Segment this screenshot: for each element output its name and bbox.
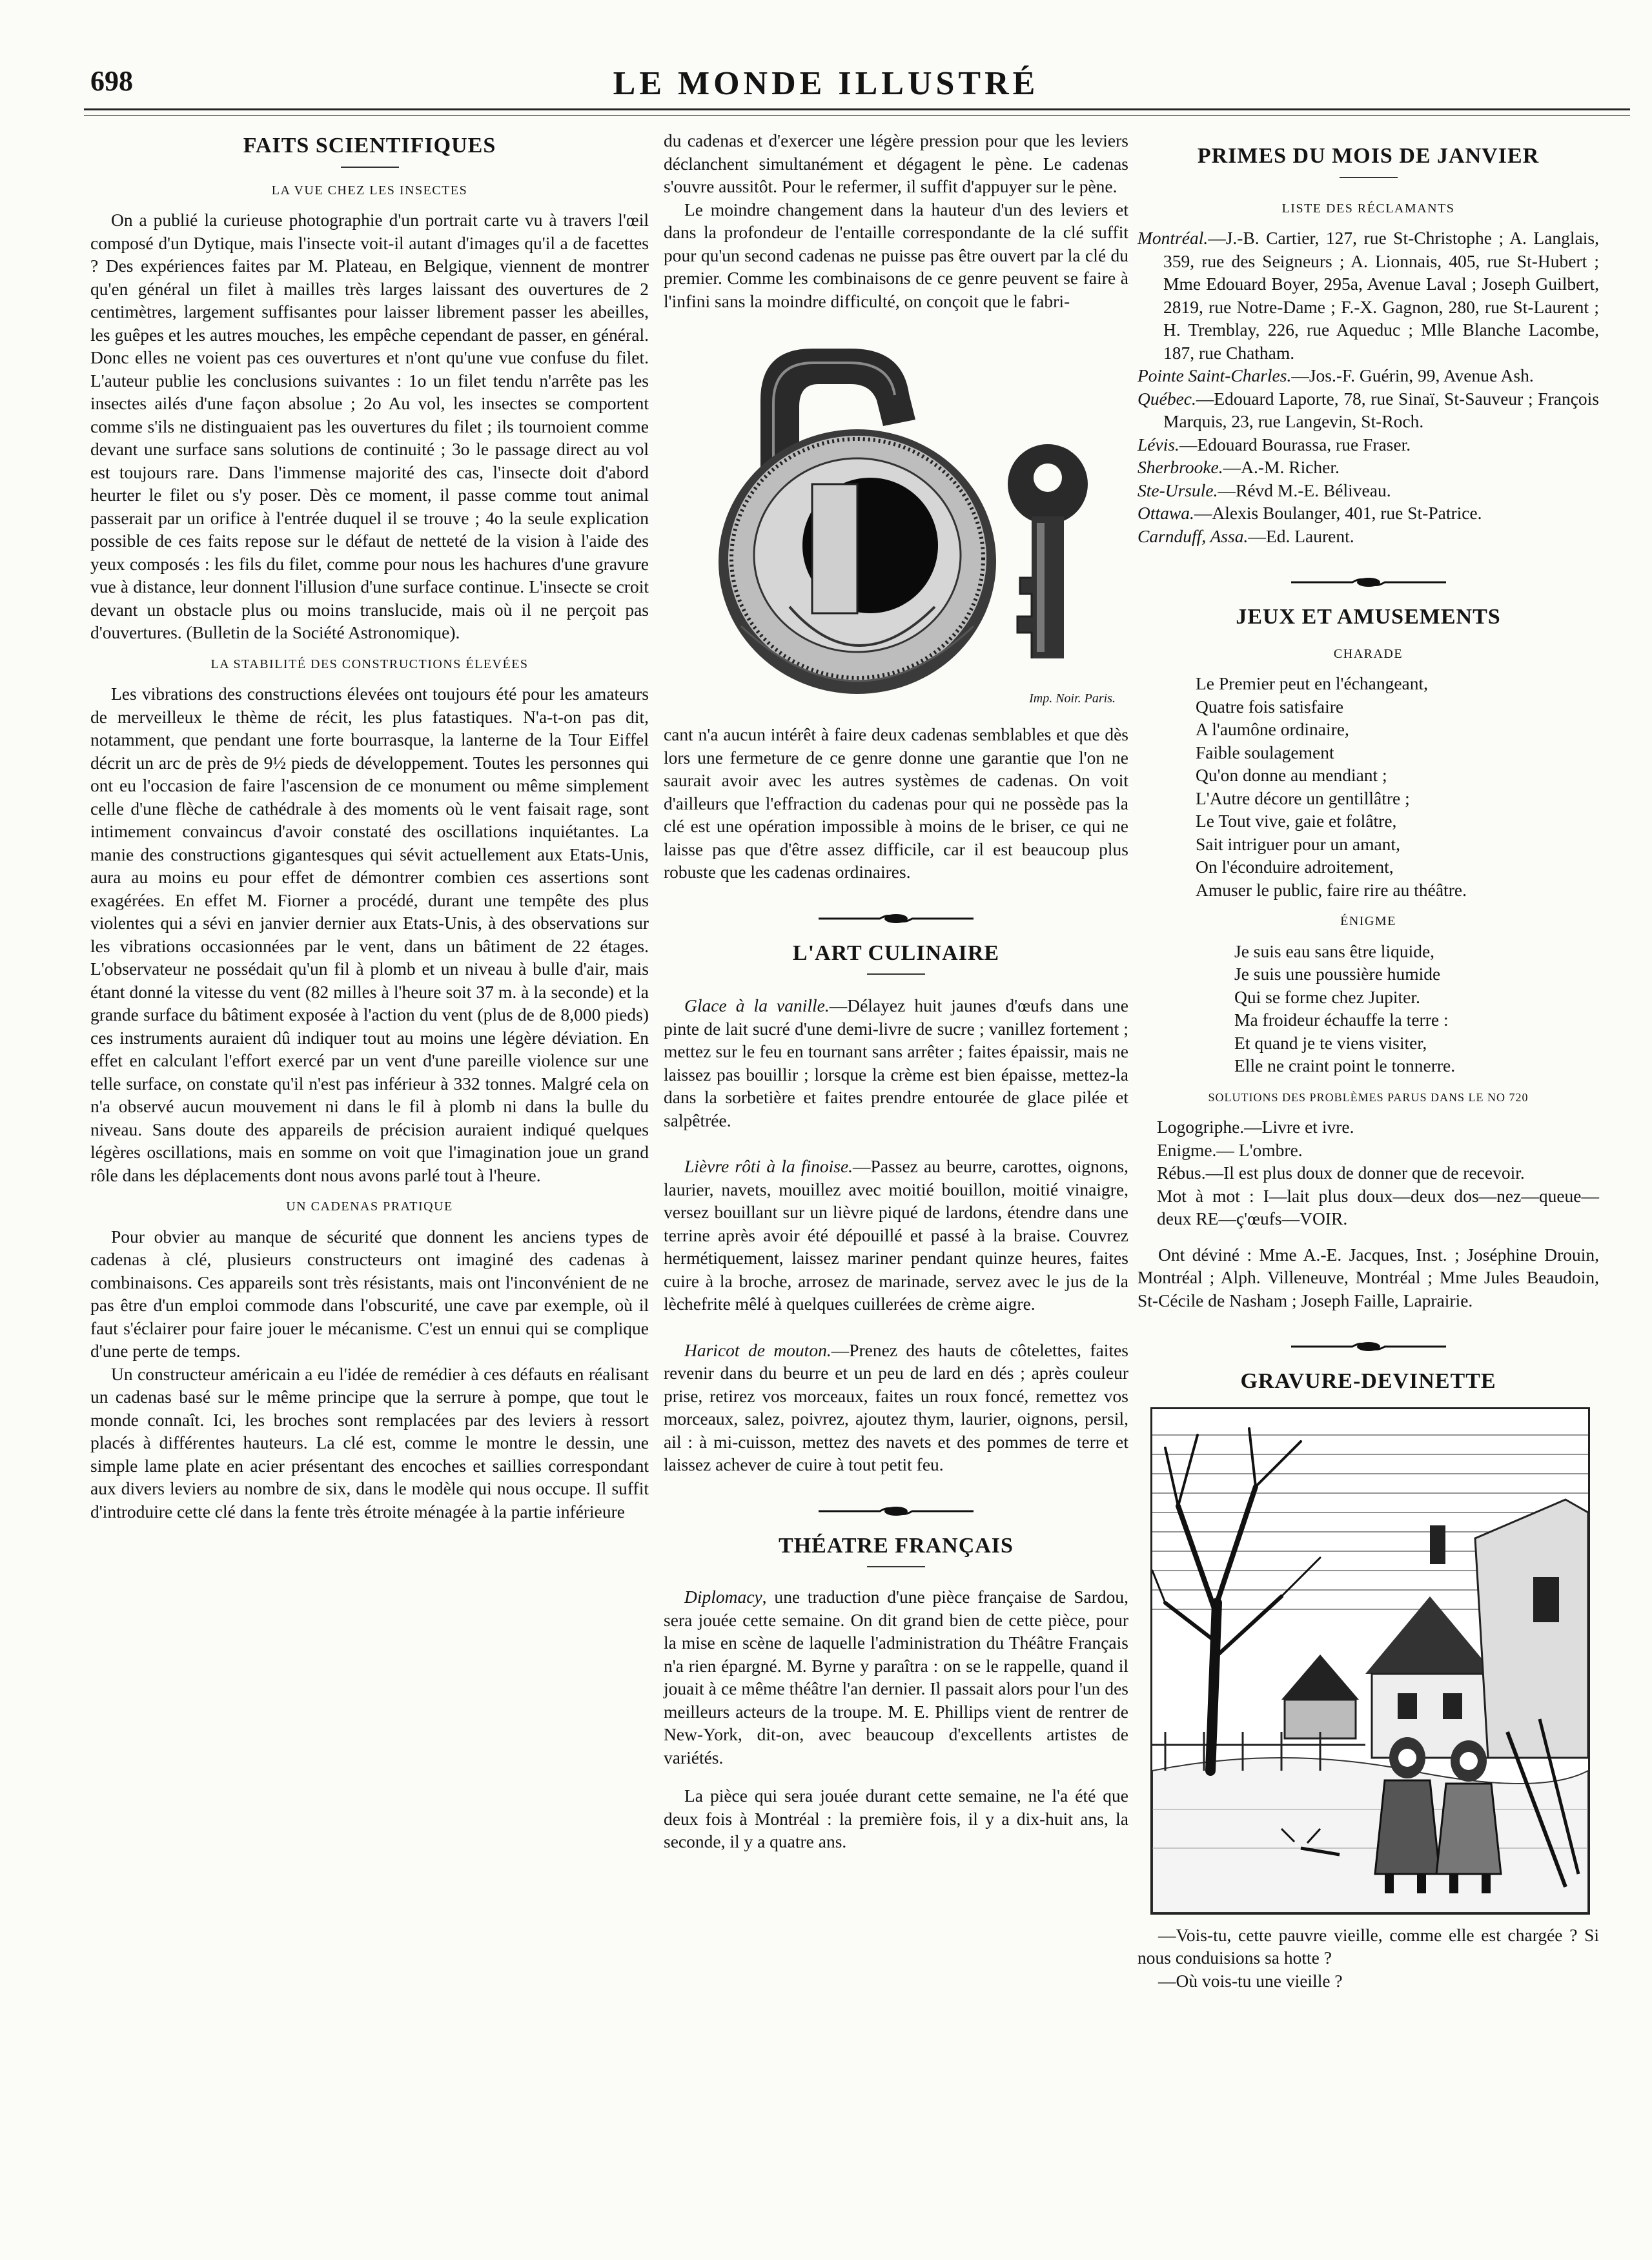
- charade-poem: [1196, 672, 1599, 901]
- charade-line: On l'éconduire adroitement,: [1196, 857, 1394, 877]
- section-ornament: [1137, 572, 1599, 586]
- article-cadenas-p2: Un constructeur américain a eu l'idée de remédier à ces défauts en réalisant un cadenas basé sur le même principe que la serrure à pompe, que tout le monde connaît. Ici, les broches sont remplacées par des leviers à ressort placés à différentes hauteurs. La clé est, comme le montre le dessin, une simple lame plate en acier présentant des encoches et saillies correspondant aux divers leviers au nombre de six, dans le modèle qui nous occupe. Il suffit d'introduire cette clé dans la fente très étroite ménagée à la partie inférieure: [90, 1363, 649, 1522]
- gravure-caption-1: —Vois-tu, cette pauvre vieille, comme elle est chargée ? Si nous conduisions sa hotte ?: [1137, 1924, 1599, 1968]
- recipe-haricot: [664, 1339, 1128, 1476]
- section-title-art-culinaire: L'ART CULINAIRE: [792, 941, 1000, 965]
- section-ornament: [664, 1501, 1128, 1515]
- header-rule: [84, 108, 1630, 110]
- enigme-line: Qui se forme chez Jupiter.: [1234, 986, 1420, 1007]
- subhead-stabilite: LA STABILITÉ DES CONSTRUCTIONS ÉLEVÉES: [210, 657, 529, 671]
- header-rule-thin: [84, 115, 1630, 116]
- claimant-names: —Alexis Boulanger, 401, rue St-Patrice.: [1194, 503, 1482, 523]
- charade-line: Le Tout vive, gaie et folâtre,: [1196, 811, 1397, 831]
- section-title-faits: FAITS SCIENTIFIQUES: [243, 134, 496, 158]
- column-2: [664, 129, 1128, 1853]
- title-underline: [867, 1566, 925, 1567]
- claimants-list: [1137, 227, 1599, 547]
- claimant-names: —Révd M.-E. Béliveau.: [1218, 480, 1391, 500]
- claimant-entry: [1137, 387, 1599, 433]
- recipe-glace: [664, 994, 1128, 1132]
- theatre-text-1: , une traduction d'une pièce française de Sardou, sera jouée cette semaine. On dit grand bien de cette pièce, pour la mise en scène de laquelle l'administration du Théâtre Français n'a rien épargné. M. Byrne y paraîtra : on se le rappelle, quand il jouait à ce même théâtre l'an dernier. Il passait alors pour l'un des meilleurs acteurs de la troupe. M. E. Phillips vient de rentrer de New-York, dit-on, avec beaucoup d'excellents artistes de variétés.: [664, 1587, 1128, 1767]
- theatre-paragraph-1: [664, 1585, 1128, 1769]
- claimant-names: —Ed. Laurent.: [1248, 525, 1354, 546]
- section-title-primes: PRIMES DU MOIS DE JANVIER: [1197, 144, 1540, 168]
- article-cadenas-p1: Pour obvier au manque de sécurité que donnent les anciens types de cadenas à clé, plusieurs constructeurs ont imaginé des cadenas à combinaisons. Ces appareils sont très résistants, mais ont l'inconvénient de ne pas être d'un emploi commode dans l'obscurité, une cave par exemple, où il faut s'éclairer pour faire jouer le mécanisme. C'est un ennui qui se complique d'une perte de temps.: [90, 1226, 649, 1361]
- section-title-jeux: JEUX ET AMUSEMENTS: [1236, 605, 1501, 629]
- subhead-liste: LISTE DES RÉCLAMANTS: [1281, 201, 1455, 216]
- claimant-names: —Jos.-F. Guérin, 99, Avenue Ash.: [1291, 365, 1534, 385]
- charade-line: Sait intriguer pour un amant,: [1196, 833, 1400, 854]
- enigme-line: Je suis une poussière humide: [1234, 964, 1441, 984]
- theatre-paragraph-2: La pièce qui sera jouée durant cette semaine, ne l'a été que deux fois à Montréal : la première fois, il y a dix-huit ans, la seconde, il y a quatre ans.: [664, 1786, 1128, 1851]
- article-vue-insectes: On a publié la curieuse photographie d'un portrait carte vu à travers l'œil composé d'un Dytique, mais l'insecte voit-il autant d'images qu'il a de facettes ? Des expériences faites par M. Plateau, en Belgique, viennent de montrer qu'en général un filet à mailles très larges laissant des ouvertures de 2 centimètres, largement suffisantes pour laisser librement passer les abeilles, les guêpes et les autres mouches, les empêche cependant de passer, en général. Donc elles ne voient pas ces ouvertures et n'ont qu'une vue confuse du filet. L'auteur publie les conclusions suivantes : 1o un filet tendu n'arrête pas les insectes ailés d'une façon absolue ; 2o Au vol, les insectes se comportent comme s'ils ne distinguaient pas les ouvertures du filet ; ils tournoient comme devant une surface sans solutions de continuité ; 3o le passage direct au vol est toujours rare. Dans l'immense majorité des cas, l'insecte doit d'abord heurter le filet ou s'y poser. Dès ce moment, il passe comme tout animal passerait par un orifice à l'entrée duquel il se trouve ; 4o la seule explication possible de ces faits repose sur le défaut de netteté de la vision à l'aide des yeux composés : les fils du filet, comme pour nous les hachures d'une gravure vue à distance, leur donnent l'illusion d'une surface continue. L'insecte se croit devant un obstacle plus ou moins translucide, mais où il ne perçoit pas d'ouvertures. (Bulletin de la Société Astronomique).: [90, 210, 649, 642]
- recipe-lievre-title: Lièvre rôti à la finoise.: [684, 1156, 853, 1176]
- masthead-title: LE MONDE ILLUSTRÉ: [613, 65, 1039, 102]
- recipe-glace-text: —Délayez huit jaunes d'œufs dans une pinte de lait sucré d'une demi-livre de sucre ; vanillez fortement ; mettez sur le feu en tournant sans arrêter ; faites épaissir, mais ne laissez pas bouillir ; lorsque la crème est bien épaisse, mettez-la dans la sorbetière et faites prendre entourée de glace pilée et salpêtrée.: [664, 995, 1128, 1130]
- column-3: [1137, 129, 1599, 1992]
- claimant-city: Ste-Ursule.: [1137, 480, 1218, 500]
- charade-line: Le Premier peut en l'échangeant,: [1196, 673, 1428, 693]
- claimant-entry: [1137, 525, 1599, 548]
- claimant-city: Montréal.: [1137, 228, 1208, 248]
- claimant-names: —Edouard Bourassa, rue Fraser.: [1179, 434, 1411, 454]
- subhead-vue: LA VUE CHEZ LES INSECTES: [271, 183, 468, 198]
- section-title-theatre: THÉATRE FRANÇAIS: [779, 1533, 1014, 1558]
- padlock-and-key-drawing: [664, 323, 1128, 717]
- enigme-line: Et quand je te viens visiter,: [1234, 1032, 1427, 1053]
- charade-line: A l'aumône ordinaire,: [1196, 719, 1349, 739]
- enigme-line: Ma froideur échauffe la terre :: [1234, 1010, 1449, 1030]
- title-underline: [1340, 177, 1398, 178]
- solution-line: Rébus.—Il est plus doux de donner que de recevoir.: [1157, 1163, 1525, 1183]
- claimant-city: Québec.: [1137, 388, 1196, 409]
- charade-line: Faible soulagement: [1196, 742, 1334, 762]
- cadenas-continuation-2: Le moindre changement dans la hauteur d'un des leviers et dans la profondeur de l'entaille correspondante de la clé suffit pour qu'un second cadenas ne puisse pas être ouvert par la clé du premier. Comme les combinaisons de ce genre peuvent se faire à l'infini sans la moindre difficulté, on conçoit que le fabri-: [664, 199, 1128, 311]
- solutions-list: [1157, 1115, 1599, 1230]
- claimant-entry: [1137, 456, 1599, 479]
- cadenas-continuation-1: du cadenas et d'exercer une légère pression pour que les leviers déclanchent simultanément et dégagent le pène. Le cadenas s'ouvre aussitôt. Pour le refermer, il suffit d'appuyer sur le pène.: [664, 130, 1128, 196]
- enigme-poem: [1234, 940, 1599, 1077]
- subhead-solutions: SOLUTIONS DES PROBLÈMES PARUS DANS LE NO 720: [1208, 1090, 1529, 1104]
- recipe-haricot-title: Haricot de mouton.: [684, 1339, 831, 1360]
- section-ornament: [664, 908, 1128, 922]
- claimant-entry: [1137, 433, 1599, 456]
- claimant-city: Lévis.: [1137, 434, 1179, 454]
- subhead-cadenas: UN CADENAS PRATIQUE: [286, 1199, 453, 1214]
- solution-line: Logogriphe.—Livre et ivre.: [1157, 1117, 1354, 1137]
- solution-line: Mot à mot : I—lait plus doux—deux dos—nez—queue—deux RE—ç'œufs—VOIR.: [1157, 1185, 1599, 1228]
- claimant-entry: [1137, 227, 1599, 364]
- subhead-enigme: ÉNIGME: [1340, 914, 1396, 928]
- gravure-devinette-illustration: [1150, 1407, 1590, 1915]
- devine-list: Ont déviné : Mme A.-E. Jacques, Inst. ; Joséphine Drouin, Montréal ; Alph. Villeneuve, Montréal ; Mme Jules Beaudoin, St-Cécile de Nasham ; Joseph Faille, Laprairie.: [1137, 1244, 1599, 1310]
- claimant-entry: [1137, 364, 1599, 387]
- charade-line: Amuser le public, faire rire au théâtre.: [1196, 879, 1467, 900]
- claimant-entry: [1137, 479, 1599, 502]
- illustration-signature: Imp. Noir. Paris.: [1029, 691, 1116, 706]
- claimant-city: Pointe Saint-Charles.: [1137, 365, 1292, 385]
- title-underline: [341, 167, 399, 168]
- solution-line: Enigme.— L'ombre.: [1157, 1139, 1303, 1160]
- claimant-city: Carnduff, Assa.: [1137, 525, 1249, 546]
- section-title-gravure: GRAVURE-DEVINETTE: [1240, 1369, 1496, 1393]
- claimant-city: Ottawa.: [1137, 503, 1194, 523]
- claimant-names: —J.-B. Cartier, 127, rue St-Christophe ; A. Langlais, 359, rue des Seigneurs ; A. Lionnais, 405, rue St-Hubert ; Mme Edouard Boyer, 295a, Avenue Laval ; Joseph Guilbert, 2819, rue Notre-Dame ; F.-X. Gagnon, 280, rue St-Laurent ; H. Tremblay, 226, rue Aqueduc ; Mlle Blanche Lacombe, 187, rue Chatham.: [1163, 228, 1599, 363]
- cadenas-continuation-3: cant n'a aucun intérêt à faire deux cadenas semblables et que dès lors une fermeture de ce genre donne une garantie que l'on ne saurait avoir avec les autres systèmes de cadenas. On voit d'ailleurs que l'effraction du cadenas pour qui ne possède pas la clé est une opération impossible à moins de le briser, ce qui ne laisse pas que d'être assez difficile, car il est beaucoup plus robuste que les cadenas ordinaires.: [664, 724, 1128, 882]
- subhead-charade: CHARADE: [1333, 646, 1403, 661]
- winter-scene-drawing: [1152, 1409, 1588, 1913]
- recipe-haricot-text: —Prenez des hauts de côtelettes, faites revenir dans du beurre et un peu de lard en dés ; après couleur prise, retirez vos morceaux, faites un roux foncé, remettez vos morceaux, salez, poivrez, ajoutez thym, laurier, oignons, persil, ail : à mi-cuisson, mettez des navets et des pommes de terre et laissez achever de cuire à tout petit feu.: [664, 1339, 1128, 1474]
- title-underline: [867, 973, 925, 975]
- column-1: [90, 129, 649, 1523]
- padlock-illustration: [664, 323, 1128, 717]
- claimant-city: Sherbrooke.: [1137, 457, 1223, 477]
- claimant-names: —Edouard Laporte, 78, rue Sinaï, St-Sauveur ; François Marquis, 23, rue Langevin, St-Roch.: [1163, 388, 1599, 431]
- gravure-caption-2: —Où vois-tu une vieille ?: [1158, 1970, 1343, 1991]
- recipe-lievre-text: —Passez au beurre, carottes, oignons, laurier, navets, mouillez avec moitié bouillon, moitié vinaigre, versez bouillant sur un lièvre piqué de lardons, étendre dans une terrine après avoir été dépouillé et passé à la braise. Couvrez hermétiquement, laissez mariner pendant quinze heures, faites cuire à la broche, arrosez de marinade, servez avec le jus de la lèchefrite mêlé à quelques cuillerées de crème aigre.: [664, 1156, 1128, 1314]
- enigme-line: Elle ne craint point le tonnerre.: [1234, 1055, 1456, 1075]
- enigme-line: Je suis eau sans être liquide,: [1234, 941, 1435, 961]
- article-stabilite: Les vibrations des constructions élevées ont toujours été pour les amateurs de merveilleux le thème de récit, les plus fatastiques. N'a-t-on pas dit, notamment, que pendant une forte bourrasque, la lanterne de la Tour Eiffel décrit un arc de près de 9½ pieds de développement. Toutes les personnes qui ont eu l'occasion de faire l'ascension de ce monument ou même simplement celle d'une flèche de cathédrale à des moments où le vent faisait rage, sont intimement convaincus d'avoir constaté des oscillations inquiétantes. La manie des constructions gigantesques qui sévit actuellement aux Etats-Unis, aura au moins eu pour effet de démontrer combien ces assertions sont exagérées. En effet M. Fiorner a procédé, durant une tempête des plus violentes qui a sévi en janvier dernier aux Etats-Unis, à des observations sur les vibrations occasionnées par le vent, dans un bâtiment de 22 étages. L'observateur ne possédait qu'un fil à plomb et un niveau à bulle d'air, mais étant donné la vitesse du vent (82 milles à l'heure soit 37 m. à la seconde) et la grande surface du bâtiment exposée à l'action du vent (plus de de 8,000 pieds) ces instruments auraient dû indiquer tout au moins une légère déviation. En effet en calculant l'effort exercé par un vent d'une pareille violence sur une telle surface, on constate qu'il n'est pas inférieur à 332 tonnes. Malgré cela on n'a observé aucun mouvement ni dans le fil à plomb ni dans la bulle du niveau. Sans doute des appareils de précision auraient indiqué quelques légères oscillations, mais en somme on voit que l'imagination joue un grand rôle dans les déplacements dont nous avons parlé tout à l'heure.: [90, 684, 649, 1185]
- charade-line: L'Autre décore un gentillâtre ;: [1196, 788, 1410, 808]
- claimant-names: —A.-M. Richer.: [1223, 457, 1340, 477]
- recipe-glace-title: Glace à la vanille.: [684, 995, 830, 1015]
- charade-line: Quatre fois satisfaire: [1196, 696, 1344, 717]
- page-number: 698: [90, 65, 133, 97]
- play-title: Diplomacy: [684, 1587, 762, 1607]
- recipe-lievre: [664, 1155, 1128, 1316]
- section-ornament: [1137, 1336, 1599, 1350]
- charade-line: Qu'on donne au mendiant ;: [1196, 765, 1387, 785]
- claimant-entry: [1137, 502, 1599, 525]
